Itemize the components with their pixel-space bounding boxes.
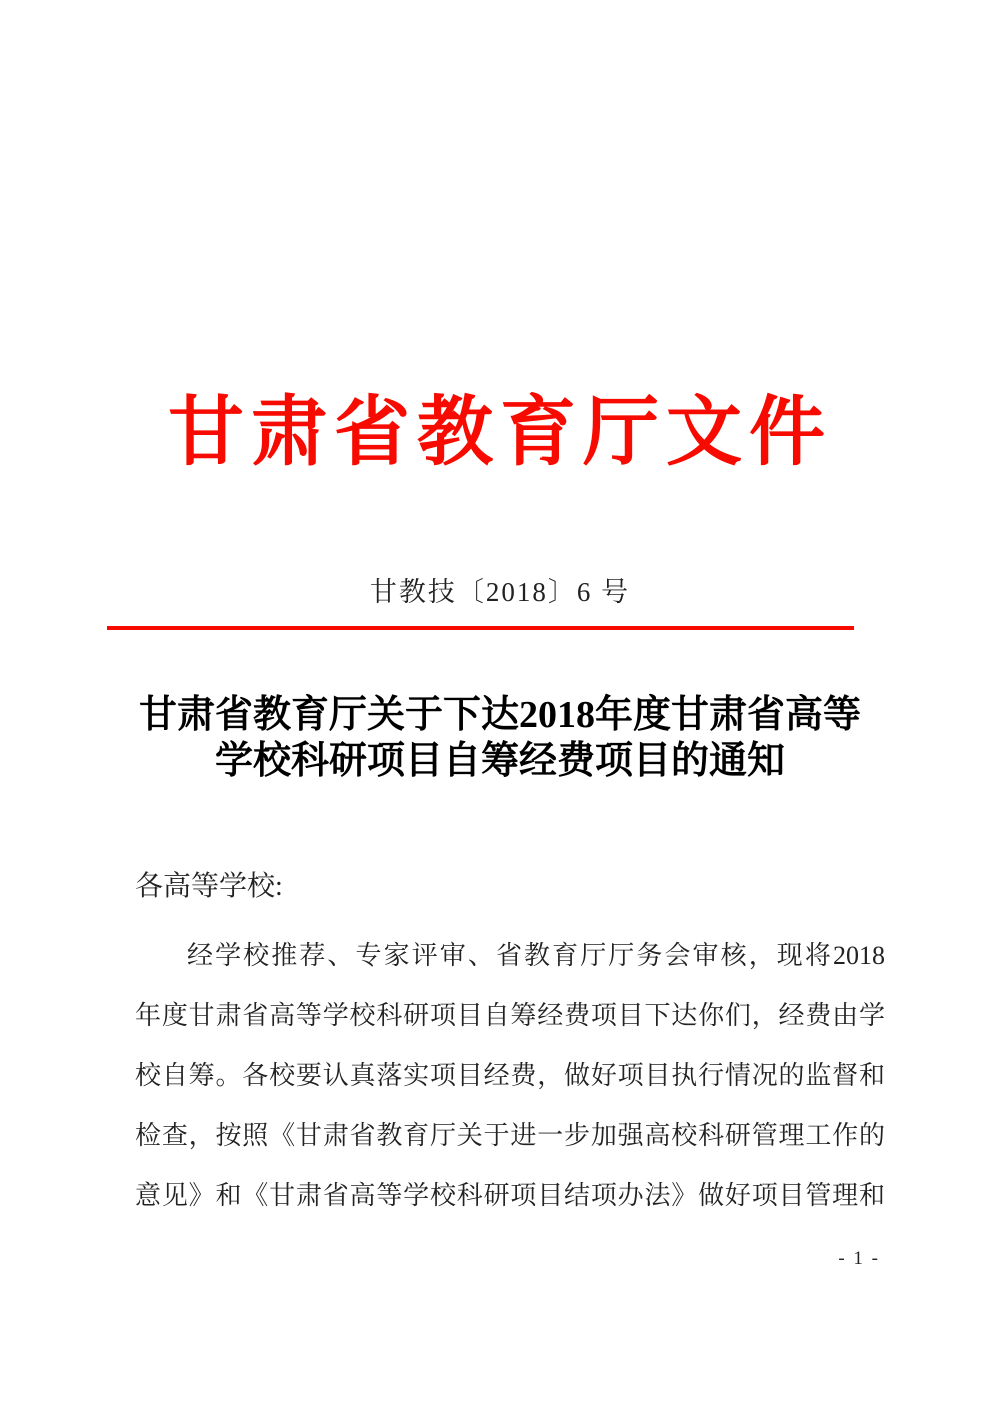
page-number: - 1 - — [838, 1248, 880, 1269]
document-title-line-1: 甘肃省教育厅关于下达2018年度甘肃省高等 — [138, 694, 861, 736]
body-line-2: 年度甘肃省高等学校科研项目自筹经费项目下达你们，经费由学 — [135, 1001, 885, 1030]
document-title — [100, 692, 900, 784]
body-paragraph — [135, 926, 885, 1226]
document-title-line-2: 学校科研项目自筹经费项目的通知 — [214, 740, 785, 782]
document-number: 甘教技〔2018〕6 号 — [369, 577, 631, 607]
salutation: 各高等学校: — [135, 871, 283, 902]
body-line-5: 意见》和《甘肃省高等学校科研项目结项办法》做好项目管理和 — [135, 1181, 885, 1210]
body-line-4: 检查，按照《甘肃省教育厅关于进一步加强高校科研管理工作的 — [135, 1121, 885, 1150]
agency-header-title: 甘肃省教育厅文件 — [168, 391, 832, 475]
body-line-1: 经学校推荐、专家评审、省教育厅厅务会审核，现将2018 — [187, 941, 885, 970]
body-line-3: 校自筹。各校要认真落实项目经费，做好项目执行情况的监督和 — [135, 1061, 885, 1090]
red-separator-line — [107, 626, 854, 630]
